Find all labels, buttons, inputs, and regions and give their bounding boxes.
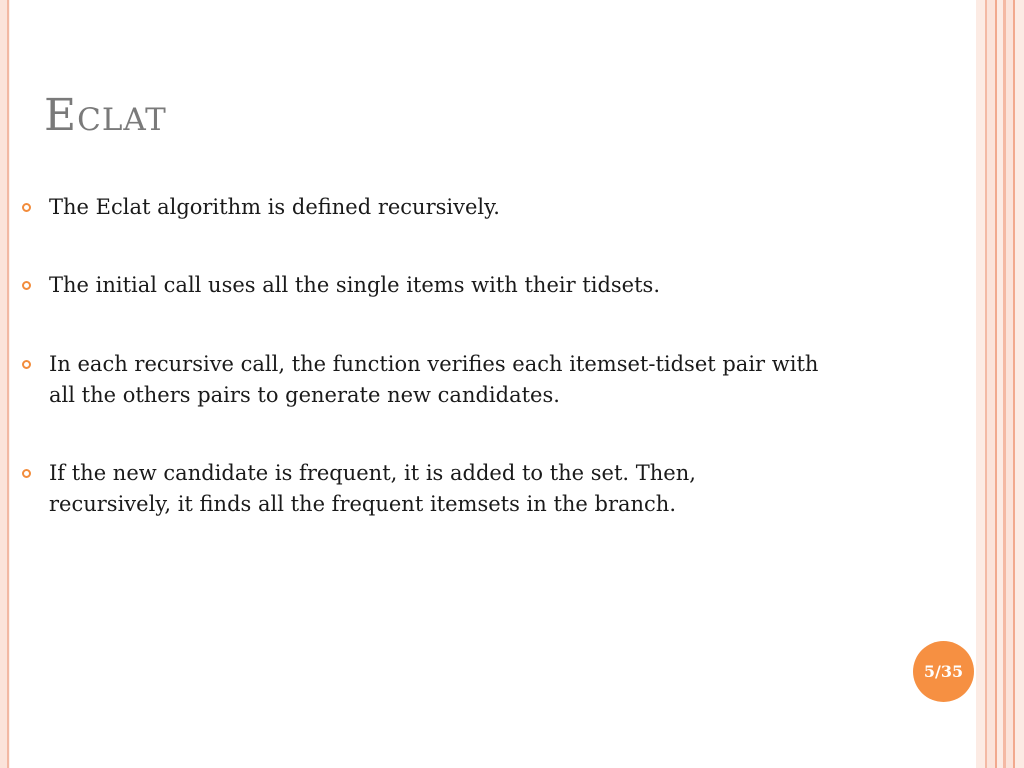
stripe-1 <box>976 0 985 768</box>
bullet-text: If the new candidate is frequent, it is added to the set. Then, recursively, it finds all the frequent itemsets in the branch. <box>49 461 696 516</box>
right-border-decoration <box>976 0 1024 768</box>
stripe-9 <box>1015 0 1024 768</box>
stripe-7 <box>1006 0 1013 768</box>
slide-title: Eclat <box>44 90 167 141</box>
bullet-text: The initial call uses all the single items with their tidsets. <box>49 273 660 297</box>
stripe-3 <box>987 0 995 768</box>
hollow-circle-bullet-icon <box>22 281 31 290</box>
bullet-text: The Eclat algorithm is defined recursively. <box>49 195 500 219</box>
hollow-circle-bullet-icon <box>22 469 31 478</box>
bullet-item <box>22 458 822 520</box>
bullet-item <box>22 192 822 223</box>
bullet-item <box>22 270 822 301</box>
hollow-circle-bullet-icon <box>22 360 31 369</box>
bullet-list <box>22 192 822 520</box>
page-number-badge: 5/35 <box>913 641 974 702</box>
left-border-decoration <box>0 0 10 768</box>
bullet-item <box>22 349 822 411</box>
bullet-text: In each recursive call, the function verifies each itemset-tidset pair with all the others pairs to generate new candidates. <box>49 352 819 407</box>
hollow-circle-bullet-icon <box>22 203 31 212</box>
